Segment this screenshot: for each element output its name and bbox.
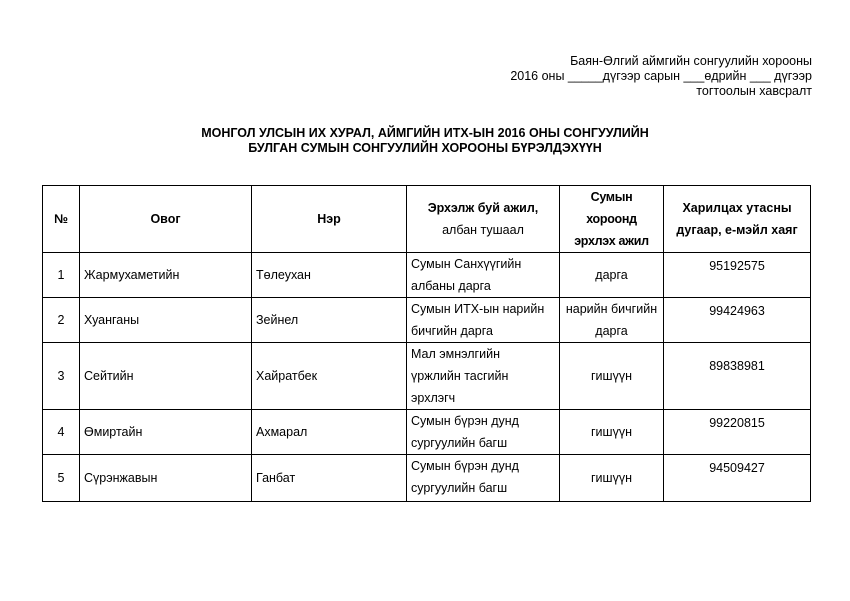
- cell-num: 5: [43, 455, 80, 502]
- cell-name: Хайратбек: [252, 343, 407, 410]
- table-row: [43, 343, 811, 410]
- cell-job: [407, 253, 560, 298]
- table-row: [43, 410, 811, 455]
- cell-num: 2: [43, 298, 80, 343]
- cell-job-line-1: Сумын бүрэн дунд: [411, 459, 519, 473]
- cell-job-line-2: сургуулийн багш: [411, 481, 508, 495]
- cell-phone: 95192575: [664, 253, 811, 298]
- cell-num: 1: [43, 253, 80, 298]
- header-contact-line-2: дугаар, е-мэйл хаяг: [676, 223, 798, 237]
- header-job: [407, 186, 560, 253]
- cell-job-line-1: Сумын Санхүүгийн: [411, 257, 522, 271]
- document-header: [510, 54, 812, 99]
- header-line-2: 2016 оны _____дүгээр сарын ___өдрийн ___ дүгээр: [510, 69, 812, 83]
- cell-job: [407, 455, 560, 502]
- cell-num: 3: [43, 343, 80, 410]
- header-contact-line-1: Харилцах утасны: [682, 201, 792, 215]
- cell-surname: Сүрэнжавын: [80, 455, 252, 502]
- cell-surname: Хуанганы: [80, 298, 252, 343]
- cell-surname: Жармухаметийн: [80, 253, 252, 298]
- cell-name: Зейнел: [252, 298, 407, 343]
- cell-job-line-1: Сумын ИТХ-ын нарийн: [411, 302, 545, 316]
- cell-phone: 99220815: [664, 410, 811, 455]
- cell-surname: Өмиртайн: [80, 410, 252, 455]
- cell-job: [407, 343, 560, 410]
- cell-job-line-3: эрхлэгч: [411, 391, 456, 405]
- cell-job-line-2: бичгийн дарга: [411, 324, 493, 338]
- header-contact: [664, 186, 811, 253]
- table-header-row: [43, 186, 811, 253]
- cell-phone: 94509427: [664, 455, 811, 502]
- header-role-line-1: Сумын хороонд: [586, 190, 637, 226]
- cell-job-line-2: албаны дарга: [411, 279, 491, 293]
- cell-name: Ахмарал: [252, 410, 407, 455]
- header-job-line-2: албан тушаал: [442, 223, 524, 237]
- cell-role-line-2: дарга: [595, 324, 628, 338]
- cell-role: гишүүн: [560, 343, 664, 410]
- cell-role: гишүүн: [560, 410, 664, 455]
- cell-job-line-2: үржлийн тасгийн: [411, 369, 509, 383]
- title-line-2: БУЛГАН СУМЫН СОНГУУЛИЙН ХОРООНЫ БҮРЭЛДЭХҮҮН: [248, 141, 602, 155]
- header-role-line-2: эрхлэх ажил: [574, 234, 649, 248]
- cell-name: Төлеухан: [252, 253, 407, 298]
- header-job-line-1: Эрхэлж буй ажил,: [427, 201, 539, 215]
- header-line-3: тогтоолын хавсралт: [696, 84, 812, 98]
- header-num: №: [43, 186, 80, 253]
- header-role: [560, 186, 664, 253]
- header-name: Нэр: [252, 186, 407, 253]
- cell-role: гишүүн: [560, 455, 664, 502]
- table-row: [43, 455, 811, 502]
- cell-role-line-1: нарийн бичгийн: [565, 302, 658, 316]
- cell-job: [407, 410, 560, 455]
- cell-num: 4: [43, 410, 80, 455]
- cell-job-line-2: сургуулийн багш: [411, 436, 508, 450]
- table-row: [43, 253, 811, 298]
- table-row: [43, 298, 811, 343]
- header-surname: Овог: [80, 186, 252, 253]
- cell-job: [407, 298, 560, 343]
- cell-role: [560, 298, 664, 343]
- cell-phone: 89838981: [664, 343, 811, 410]
- members-table: [42, 185, 811, 502]
- document-title: [0, 126, 850, 156]
- header-line-1: Баян-Өлгий аймгийн сонгуулийн хорооны: [570, 54, 812, 68]
- cell-phone: 99424963: [664, 298, 811, 343]
- cell-name: Ганбат: [252, 455, 407, 502]
- cell-job-line-1: Сумын бүрэн дунд: [411, 414, 519, 428]
- cell-surname: Сейтийн: [80, 343, 252, 410]
- cell-role: дарга: [560, 253, 664, 298]
- title-line-1: МОНГОЛ УЛСЫН ИХ ХУРАЛ, АЙМГИЙН ИТХ-ЫН 2016 ОНЫ СОНГУУЛИЙН: [201, 126, 649, 140]
- cell-job-line-1: Мал эмнэлгийн: [411, 347, 500, 361]
